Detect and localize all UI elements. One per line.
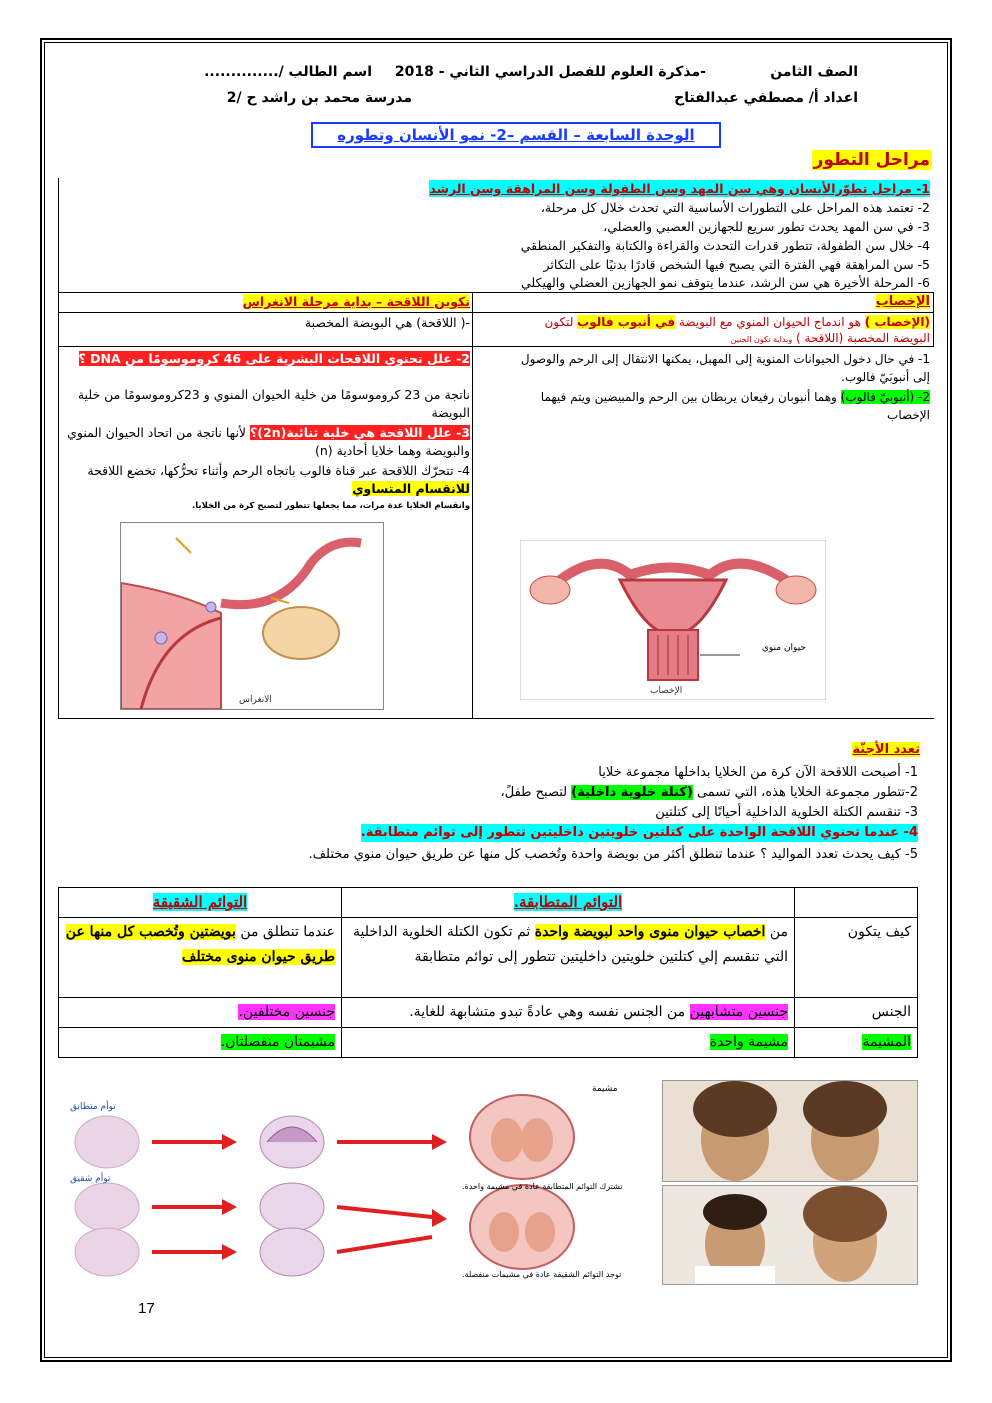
embryos-line-5: 5- كيف يحدث تعدد المواليد ؟ عندما تنطلق أكثر من بويضة واحدة وتُخصب كل منها عن طريق حيوان منوي مختلف. bbox=[308, 847, 918, 862]
fraternal-twin-label: توأم شقيق bbox=[70, 1174, 111, 1184]
fertilization-point-1: 1- في حال دخول الحيوانات المنوية إلى المهبل، يمكنها الانتقال إلى الرحم والوصول إلى أنبوبَيّ فالوب. bbox=[520, 352, 930, 384]
fertilization-definition bbox=[518, 314, 930, 348]
placenta-label: مشيمة bbox=[592, 1084, 618, 1094]
fertilization-diagram bbox=[520, 540, 826, 700]
development-item-3: 3- في سن المهد يحدث تطور سريع للجهازين العصبي والعضلي، bbox=[603, 219, 930, 234]
zygote-q2-text: 2- علل تحتوي اللاقحات البشرية على 46 كروموسومًا من DNA ؟ bbox=[78, 351, 470, 366]
mitosis-highlight: للانقسام المتساوي bbox=[352, 481, 470, 496]
embryos-line-4: 4- عندما تحتوي اللاقحة الواحدة على كتلتين خلويتين داخليتين تتطور إلى توائم متطابقة. bbox=[360, 825, 918, 840]
embryos-l2-a: 2-تتطور مجموعة الخلايا هذه، التي تسمى bbox=[692, 785, 918, 800]
identical-placenta bbox=[342, 1028, 795, 1058]
identical-placenta-value: مشيمة واحدة bbox=[709, 1034, 788, 1050]
divider bbox=[58, 178, 59, 294]
fraternal-placenta-value: مشيمتان منفصلتان. bbox=[220, 1034, 335, 1050]
column-divider bbox=[472, 292, 473, 718]
zygote-point-4-small: وانقسام الخلايا عدة مرات، مما يجعلها تتطور لتصبح كرة من الخلايا. bbox=[191, 501, 470, 511]
identical-formation-b: اخصاب حيوان منوى واحد لبويضة واحدة bbox=[534, 924, 766, 940]
table-header-row bbox=[59, 888, 918, 918]
twins-development-figure bbox=[62, 1082, 662, 1282]
identical-formation-a: من bbox=[765, 924, 788, 940]
zygote-definition: -( اللاقحة) هي البويضة المخصبة bbox=[304, 315, 470, 330]
fertilization-def-tail: لتكون البويضة المخصبة (اللاقحة ) bbox=[544, 315, 930, 345]
fraternal-figure-caption: توجد التوائم الشقيقة عادة في مشيمات منفصلة. bbox=[462, 1270, 622, 1279]
fertilization-point-2 bbox=[518, 388, 930, 424]
fraternal-twins-photo bbox=[662, 1185, 918, 1285]
development-item-6: 6- المرحلة الأخيرة هي سن الرشد، عندما يتوقف نمو الجهازين العضلي والهيكلي bbox=[521, 275, 930, 290]
sperm-label: حيوان منوي bbox=[761, 643, 806, 653]
fraternal-twins-photo-art bbox=[663, 1186, 917, 1284]
fraternal-formation bbox=[59, 918, 342, 998]
author-label: اعداد أ/ مصطفي عبدالفتاح bbox=[674, 90, 858, 106]
zygote-q3-text: 3- علل اللاقحة هي خلية ثنائية(2n)؟ bbox=[250, 425, 470, 440]
divider bbox=[58, 292, 934, 293]
unit-title: الوحدة السابعة – القسم –2- نمو الأنسان وتطوره bbox=[311, 122, 721, 148]
development-item-5: 5- سن المراهقة فهي الفترة التي يصبح فيها الشخص قادرًا بدنيًا على التكاثر bbox=[543, 257, 930, 272]
table-row bbox=[59, 918, 918, 998]
embryos-line-3: 3- تنقسم الكتلة الخلوية الداخلية أحيانًا إلى كتلتين bbox=[655, 805, 918, 820]
fraternal-sex-value: جنسين مختلفين. bbox=[238, 1004, 335, 1020]
divider bbox=[933, 292, 934, 346]
school-label: مدرسة محمد بن راشد ح /2 bbox=[226, 90, 412, 106]
identical-twins-photo-art bbox=[663, 1081, 917, 1181]
fraternal-sex bbox=[59, 998, 342, 1028]
identical-sex bbox=[342, 998, 795, 1028]
divider bbox=[58, 718, 934, 719]
embryos-l2-c: لتصبح طفلً، bbox=[500, 785, 572, 800]
row-label-placenta bbox=[795, 1028, 918, 1058]
implantation-diagram bbox=[120, 522, 384, 710]
fraternal-formation-a: عندما تنطلق من bbox=[235, 924, 335, 940]
row-label-sex: الجنس bbox=[795, 998, 918, 1028]
fraternal-formation-b: بويضتين وتُخصب كل منها عن طريق حيوان منوى مختلف bbox=[65, 924, 335, 965]
memo-title: -مذكرة العلوم للفصل الدراسي الثاني - 2018 bbox=[394, 64, 706, 80]
table-header-fraternal bbox=[59, 888, 342, 918]
zygote-point-4 bbox=[66, 462, 470, 498]
identical-sex-a: جنسين متشابهين bbox=[689, 1004, 788, 1020]
fraternal-placenta bbox=[59, 1028, 342, 1058]
fertilization-term: (الإخصاب ) bbox=[864, 315, 930, 329]
development-item-2: 2- تعتمد هذه المراحل على التطورات الأساسية التي تحدث خلال كل مرحلة، bbox=[540, 200, 930, 215]
fertilization-caption: الإخصاب bbox=[650, 686, 683, 696]
fertilization-def-small: وبداية تكون الجنين bbox=[730, 335, 793, 344]
zygote-heading: تكوين اللاقحة – بداية مرحلة الانغراس bbox=[242, 294, 470, 309]
divider bbox=[58, 292, 59, 718]
zygote-p4-text: 4- تتحرّك اللاقحة عبر قناة فالوب باتجاه الرحم وأثناء تحرُّكها، تخضع اللاقحة bbox=[87, 463, 470, 478]
placenta-label-text: المشيمة bbox=[862, 1034, 911, 1050]
fraternal-heading: التوائم الشقيقة bbox=[152, 893, 248, 911]
uterus-illustration bbox=[520, 540, 826, 700]
identical-twins-photo bbox=[662, 1080, 918, 1182]
zygote-a3-text: لأنها ناتجة من اتحاد الحيوان المنوي والبويضة وهما خلايا أحادية (n) bbox=[67, 425, 470, 458]
divider bbox=[58, 312, 934, 313]
identical-formation-c: ثم تكون الكتلة الخلوية الداخلية التي تنقسم إلي كتلتين خلويتين داخليتين تتطور إلى توائم متطابقة bbox=[353, 924, 788, 965]
implantation-illustration bbox=[121, 523, 383, 709]
fertilization-def-text: هو اندماج الحيوان المنوي مع البويضة bbox=[675, 315, 865, 329]
identical-figure-caption: تشترك التوائم المتطابقة عادة في مشيمة واحدة. bbox=[462, 1182, 623, 1191]
development-item-4: 4- خلال سن الطفولة، تتطور قدرات التحدث والقراءة والكتابة والتفكير المنطقي bbox=[520, 238, 930, 253]
table-row bbox=[59, 1028, 918, 1058]
table-row bbox=[59, 998, 918, 1028]
identical-twin-label: توأم متطابق bbox=[70, 1102, 116, 1112]
identical-heading: التوائم المتطابقة. bbox=[513, 893, 623, 911]
table-cell bbox=[795, 888, 918, 918]
grade-label: الصف الثامن bbox=[770, 64, 858, 80]
student-name-field: اسم الطالب /.............. bbox=[204, 64, 372, 80]
embryos-line-2 bbox=[501, 784, 918, 802]
fallopian-label: 2- (أنبوبيّ فالوب) bbox=[840, 390, 930, 404]
fertilization-heading: الإخصاب bbox=[875, 294, 930, 309]
twins-comparison-table bbox=[58, 887, 918, 1058]
fallopian-text: وهما أنبوبان رفيعان يربطان بين الرحم والمبيضين ويتم فيهما الإخصاب bbox=[540, 390, 930, 422]
embryos-heading: تعدد الأجنّة bbox=[852, 742, 920, 757]
inner-cell-mass-highlight: (كتلة خلوية داخلية) bbox=[571, 785, 693, 800]
zygote-question-3 bbox=[66, 424, 470, 460]
identical-formation bbox=[342, 918, 795, 998]
zygote-question-2 bbox=[66, 350, 470, 367]
development-heading: مراحل التطور bbox=[813, 150, 930, 170]
row-label-formation: كيف يتكون bbox=[795, 918, 918, 998]
embryos-line-1: 1- أصبحت اللاقحة الآن كرة من الخلايا بداخلها مجموعة خلايا bbox=[598, 765, 918, 780]
identical-sex-b: من الجنس نفسه وهي عادةً تبدو متشابهة للغاية. bbox=[409, 1004, 690, 1020]
page-number: 17 bbox=[138, 1300, 155, 1317]
zygote-answer-2: ناتجة من 23 كروموسومًا من خلية الحيوان المنوي و 23كروموسومًا من خلية البويضة bbox=[77, 387, 470, 420]
implantation-caption: الانغراس bbox=[239, 695, 272, 705]
development-item-1: 1- مراحل تطوّرالأنسان وهي سن المهد وسن الطفولة وسن المراهقة وسن الرشد bbox=[429, 181, 930, 196]
table-header-identical bbox=[342, 888, 795, 918]
fertilization-place: في أنبوب فالوب bbox=[577, 315, 676, 329]
